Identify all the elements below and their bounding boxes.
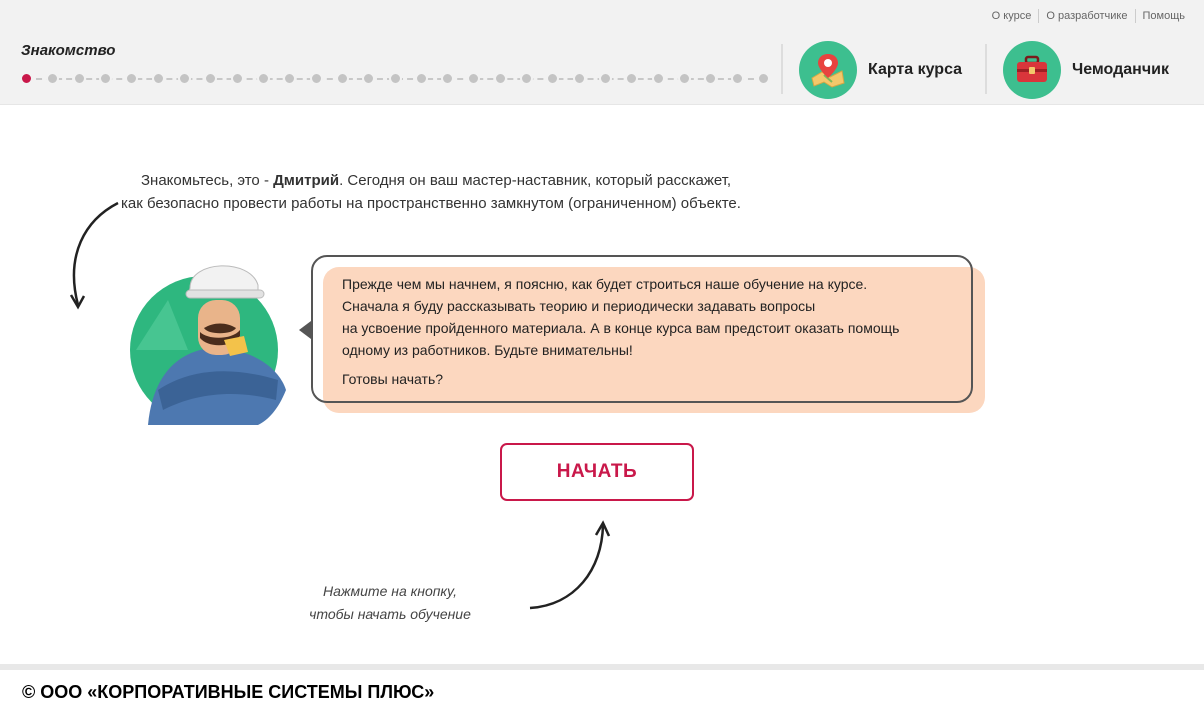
progress-step[interactable] — [757, 72, 770, 85]
help-link[interactable]: Помощь — [1135, 9, 1193, 23]
progress-step[interactable] — [204, 72, 217, 85]
start-hint — [280, 580, 500, 626]
progress-step[interactable] — [599, 72, 612, 85]
intro-prefix: Знакомьтесь, это - — [141, 172, 274, 189]
suitcase-icon — [1003, 41, 1061, 99]
suitcase-button[interactable] — [1003, 40, 1169, 100]
header-bar — [0, 0, 1204, 105]
progress-step[interactable] — [625, 72, 638, 85]
progress-step-current[interactable] — [20, 72, 33, 85]
course-map-button[interactable] — [799, 40, 962, 100]
intro-line-1 — [141, 169, 881, 192]
suitcase-label: Чемоданчик — [1072, 61, 1169, 78]
mentor-avatar — [128, 240, 298, 425]
bubble-line: одному из работников. Будьте внимательны! — [342, 342, 633, 358]
progress-step[interactable] — [362, 72, 375, 85]
progress-step[interactable] — [231, 72, 244, 85]
header-divider — [781, 44, 783, 94]
progress-step[interactable] — [283, 72, 296, 85]
progress-track — [20, 71, 770, 87]
progress-step[interactable] — [125, 72, 138, 85]
bubble-line: на усвоение пройденного материала. А в конце курса вам предстоит оказать помощь — [342, 320, 900, 336]
progress-step[interactable] — [73, 72, 86, 85]
speech-bubble-text — [342, 273, 982, 390]
progress-step[interactable] — [652, 72, 665, 85]
curved-arrow-icon — [520, 515, 620, 615]
bubble-question: Готовы начать? — [342, 371, 444, 387]
progress-step[interactable] — [494, 72, 507, 85]
course-map-label: Карта курса — [868, 61, 963, 78]
top-links — [985, 9, 1192, 23]
intro-line-2: как безопасно провести работы на пространственно замкнутом (ограниченном) объекте. — [121, 195, 741, 212]
progress-step[interactable] — [678, 72, 691, 85]
map-pin-icon — [799, 41, 857, 99]
intro-suffix: . Сегодня он ваш мастер-наставник, который расскажет, — [339, 172, 732, 189]
progress-step[interactable] — [46, 72, 59, 85]
progress-step[interactable] — [99, 72, 112, 85]
progress-step[interactable] — [257, 72, 270, 85]
hint-line-1: Нажмите на кнопку, — [323, 583, 457, 599]
footer-divider — [0, 664, 1204, 670]
progress-step[interactable] — [441, 72, 454, 85]
progress-step[interactable] — [415, 72, 428, 85]
speech-bubble-tail — [299, 321, 311, 339]
progress-step[interactable] — [520, 72, 533, 85]
progress-step[interactable] — [467, 72, 480, 85]
progress-step[interactable] — [546, 72, 559, 85]
copyright-text: © ООО «КОРПОРАТИВНЫЕ СИСТЕМЫ ПЛЮС» — [22, 682, 435, 702]
progress-step[interactable] — [389, 72, 402, 85]
start-button[interactable]: НАЧАТЬ — [500, 443, 694, 501]
progress-step[interactable] — [731, 72, 744, 85]
curved-arrow-icon — [60, 195, 130, 315]
intro-text — [121, 169, 881, 215]
section-title: Знакомство — [21, 42, 116, 59]
mentor-name: Дмитрий — [273, 172, 340, 189]
bubble-line: Сначала я буду рассказывать теорию и периодически задавать вопросы — [342, 298, 816, 314]
progress-step[interactable] — [336, 72, 349, 85]
bubble-line: Прежде чем мы начнем, я поясню, как будет строиться наше обучение на курсе. — [342, 276, 868, 292]
progress-step[interactable] — [152, 72, 165, 85]
progress-step[interactable] — [310, 72, 323, 85]
progress-step[interactable] — [704, 72, 717, 85]
progress-step[interactable] — [573, 72, 586, 85]
progress-step[interactable] — [178, 72, 191, 85]
about-developer-link[interactable]: О разработчике — [1038, 9, 1134, 23]
header-divider — [985, 44, 987, 94]
hint-line-2: чтобы начать обучение — [309, 606, 471, 622]
about-course-link[interactable]: О курсе — [991, 10, 1032, 22]
